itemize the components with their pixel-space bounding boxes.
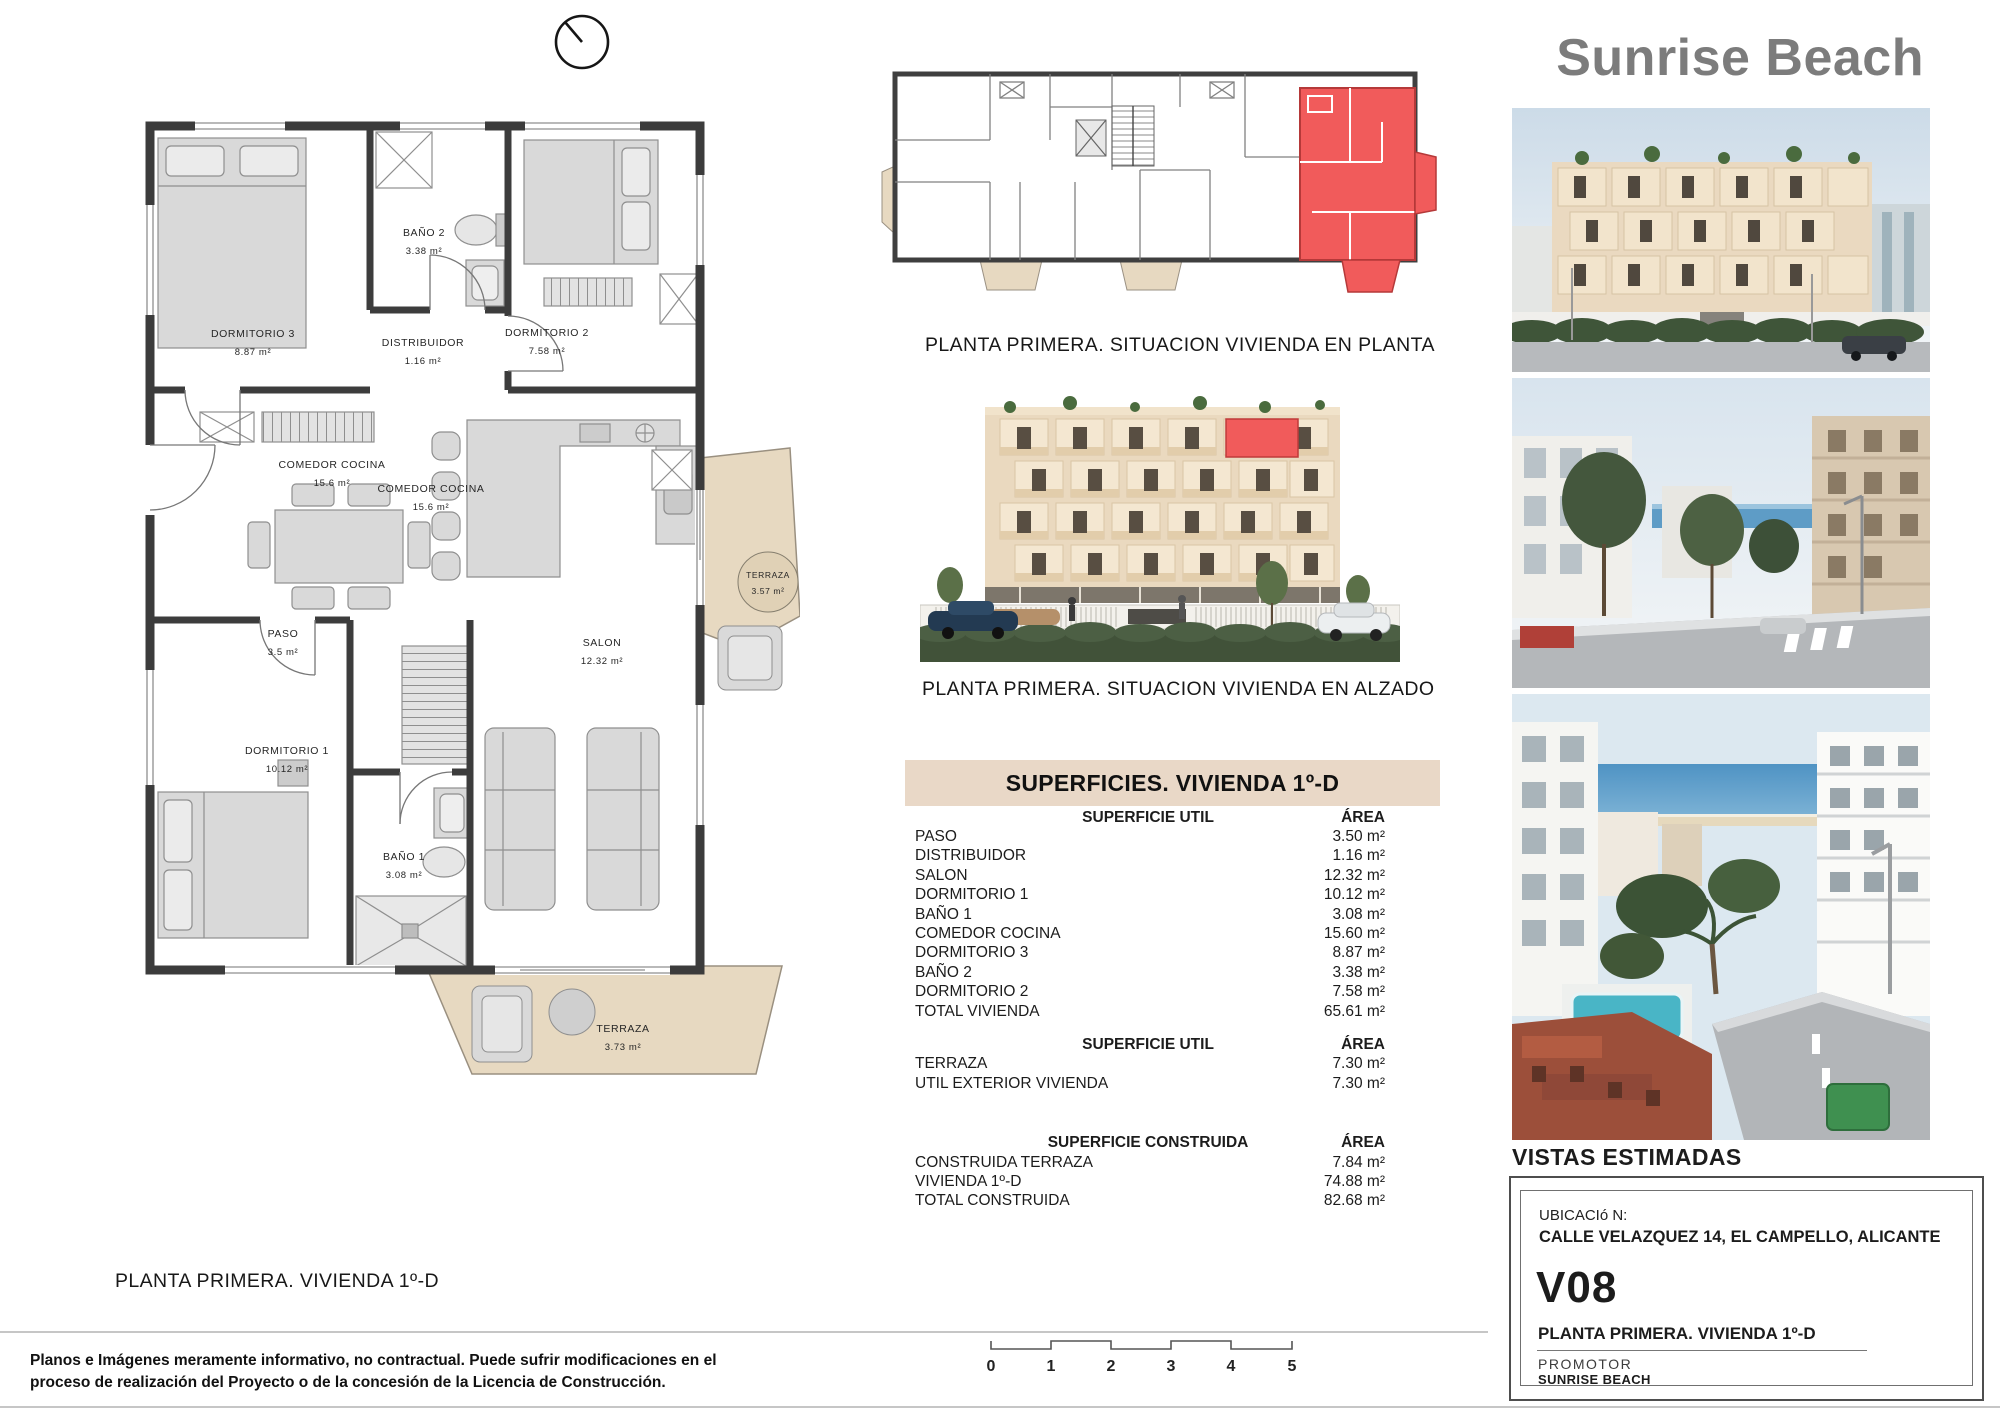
room-label-bano1: BAÑO 1 [382, 851, 426, 863]
location-label: UBICACIó N: [1539, 1207, 1628, 1224]
scale-tick-4: 4 [1226, 1358, 1236, 1375]
room-area-distribuidor: 1.16 m² [404, 356, 442, 367]
terrace-bottom [426, 966, 782, 1074]
table-row: DORMITORIO 2 7.58 m² [915, 983, 1385, 1001]
room-area-comedor-1: 15.6 m² [313, 478, 351, 489]
photo-beach-view [1512, 694, 1930, 1140]
floor-plan-caption: PLANTA PRIMERA. VIVIENDA 1º-D [115, 1270, 439, 1292]
room-label-terraza-inferior: TERRAZA [596, 1023, 650, 1035]
promoter-value: SUNRISE BEACH [1538, 1372, 1651, 1387]
building-elevation [920, 385, 1400, 662]
building-key-plan [880, 62, 1440, 297]
title-block [1509, 1176, 1984, 1401]
table-row: CONSTRUIDA TERRAZA 7.84 m² [915, 1153, 1385, 1171]
title-block-inner [1520, 1190, 1973, 1386]
unit-code: V08 [1536, 1263, 1618, 1312]
dumpster [1827, 1084, 1889, 1130]
room-area-paso: 3.5 m² [267, 647, 299, 658]
elevation-highlighted-unit [1226, 419, 1298, 457]
situation-plan-caption: PLANTA PRIMERA. SITUACION VIVIENDA EN PLANTA [925, 334, 1435, 356]
scale-tick-0: 0 [986, 1358, 996, 1375]
room-label-dormitorio3: DORMITORIO 3 [210, 328, 296, 340]
render-building [1552, 146, 1872, 312]
situation-elevation-caption: PLANTA PRIMERA. SITUACION VIVIENDA EN ALZADO [922, 678, 1435, 700]
photo-street-view [1512, 378, 1930, 688]
room-label-comedor-1: COMEDOR COCINA [278, 459, 386, 471]
room-area-dormitorio3: 8.87 m² [234, 347, 272, 358]
table-row: UTIL EXTERIOR VIVIENDA 7.30 m² [915, 1074, 1385, 1092]
project-title: Sunrise Beach [1556, 29, 1924, 87]
room-label-comedor-2: COMEDOR COCINA [377, 483, 485, 495]
photo-building-render [1512, 108, 1930, 372]
table-row: SALON 12.32 m² [915, 866, 1385, 884]
fence-sign [1128, 609, 1186, 624]
surfaces-body [905, 806, 1440, 1211]
room-label-dormitorio1: DORMITORIO 1 [244, 745, 330, 757]
room-label-distribuidor: DISTRIBUIDOR [381, 337, 465, 349]
terrace-side [700, 448, 800, 690]
scale-tick-1: 1 [1046, 1358, 1056, 1375]
room-area-salon: 12.32 m² [580, 656, 624, 667]
room-label-paso: PASO [267, 628, 299, 640]
surfaces-table [905, 760, 1440, 1211]
unit-description: PLANTA PRIMERA. VIVIENDA 1º-D [1538, 1324, 1816, 1343]
table-row: BAÑO 2 3.38 m² [915, 963, 1385, 981]
scale-tick-5: 5 [1287, 1358, 1297, 1375]
room-area-bano1: 3.08 m² [385, 870, 423, 881]
scale-tick-2: 2 [1106, 1358, 1116, 1375]
title-block-divider [1537, 1350, 1867, 1351]
disclaimer-text: Planos e Imágenes meramente informativo, no contractual. Puede sufrir modificaciones en el proceso de realización del Proyecto o de la concesión de la Licencia de Construcción. [30, 1352, 717, 1391]
room-area-comedor-2: 15.6 m² [412, 502, 450, 513]
promoter-label: PROMOTOR [1538, 1356, 1633, 1372]
room-area-terraza-lateral: 3.57 m² [751, 586, 785, 596]
apartment-floor-plan [100, 60, 800, 1180]
surfaces-header-bar [905, 760, 1440, 806]
scale-bar [985, 1333, 1305, 1383]
room-label-dormitorio2: DORMITORIO 2 [504, 327, 590, 339]
table-row: DISTRIBUIDOR 1.16 m² [915, 847, 1385, 865]
room-area-bano2: 3.38 m² [405, 246, 443, 257]
table-row: VIVIENDA 1º-D 74.88 m² [915, 1172, 1385, 1190]
views-heading: VISTAS ESTIMADAS [1512, 1144, 1742, 1170]
location-value: CALLE VELAZQUEZ 14, EL CAMPELLO, ALICANTE [1539, 1228, 1941, 1246]
room-label-salon: SALON [582, 637, 622, 649]
room-area-dormitorio1: 10.12 m² [265, 764, 309, 775]
room-label-bano2: BAÑO 2 [402, 227, 446, 239]
scale-tick-3: 3 [1166, 1358, 1176, 1375]
sheet-bottom-border [0, 1406, 2000, 1408]
table-row: TERRAZA 7.30 m² [915, 1055, 1385, 1073]
room-label-terraza-lateral: TERRAZA [746, 570, 790, 580]
surfaces-title: SUPERFICIES. VIVIENDA 1º-D [1005, 769, 1340, 796]
table-row: TOTAL CONSTRUIDA 82.68 m² [915, 1192, 1385, 1210]
table-row: TOTAL VIVIENDA 65.61 m² [915, 1002, 1385, 1020]
room-area-terraza-inferior: 3.73 m² [604, 1042, 642, 1053]
room-area-dormitorio2: 7.58 m² [528, 346, 566, 357]
table-section-header: SUPERFICIE UTIL ÁREA [1082, 808, 1385, 826]
table-row: COMEDOR COCINA 15.60 m² [915, 925, 1385, 943]
footer-divider [0, 1331, 1488, 1333]
table-row: DORMITORIO 3 8.87 m² [915, 944, 1385, 962]
table-row: DORMITORIO 1 10.12 m² [915, 886, 1385, 904]
table-row: BAÑO 1 3.08 m² [915, 905, 1385, 923]
table-section-header: SUPERFICIE CONSTRUIDA ÁREA [1047, 1134, 1385, 1152]
elevation-facade [985, 396, 1340, 603]
table-section-header: SUPERFICIE UTIL ÁREA [1082, 1035, 1385, 1053]
table-row: PASO 3.50 m² [915, 828, 1385, 846]
